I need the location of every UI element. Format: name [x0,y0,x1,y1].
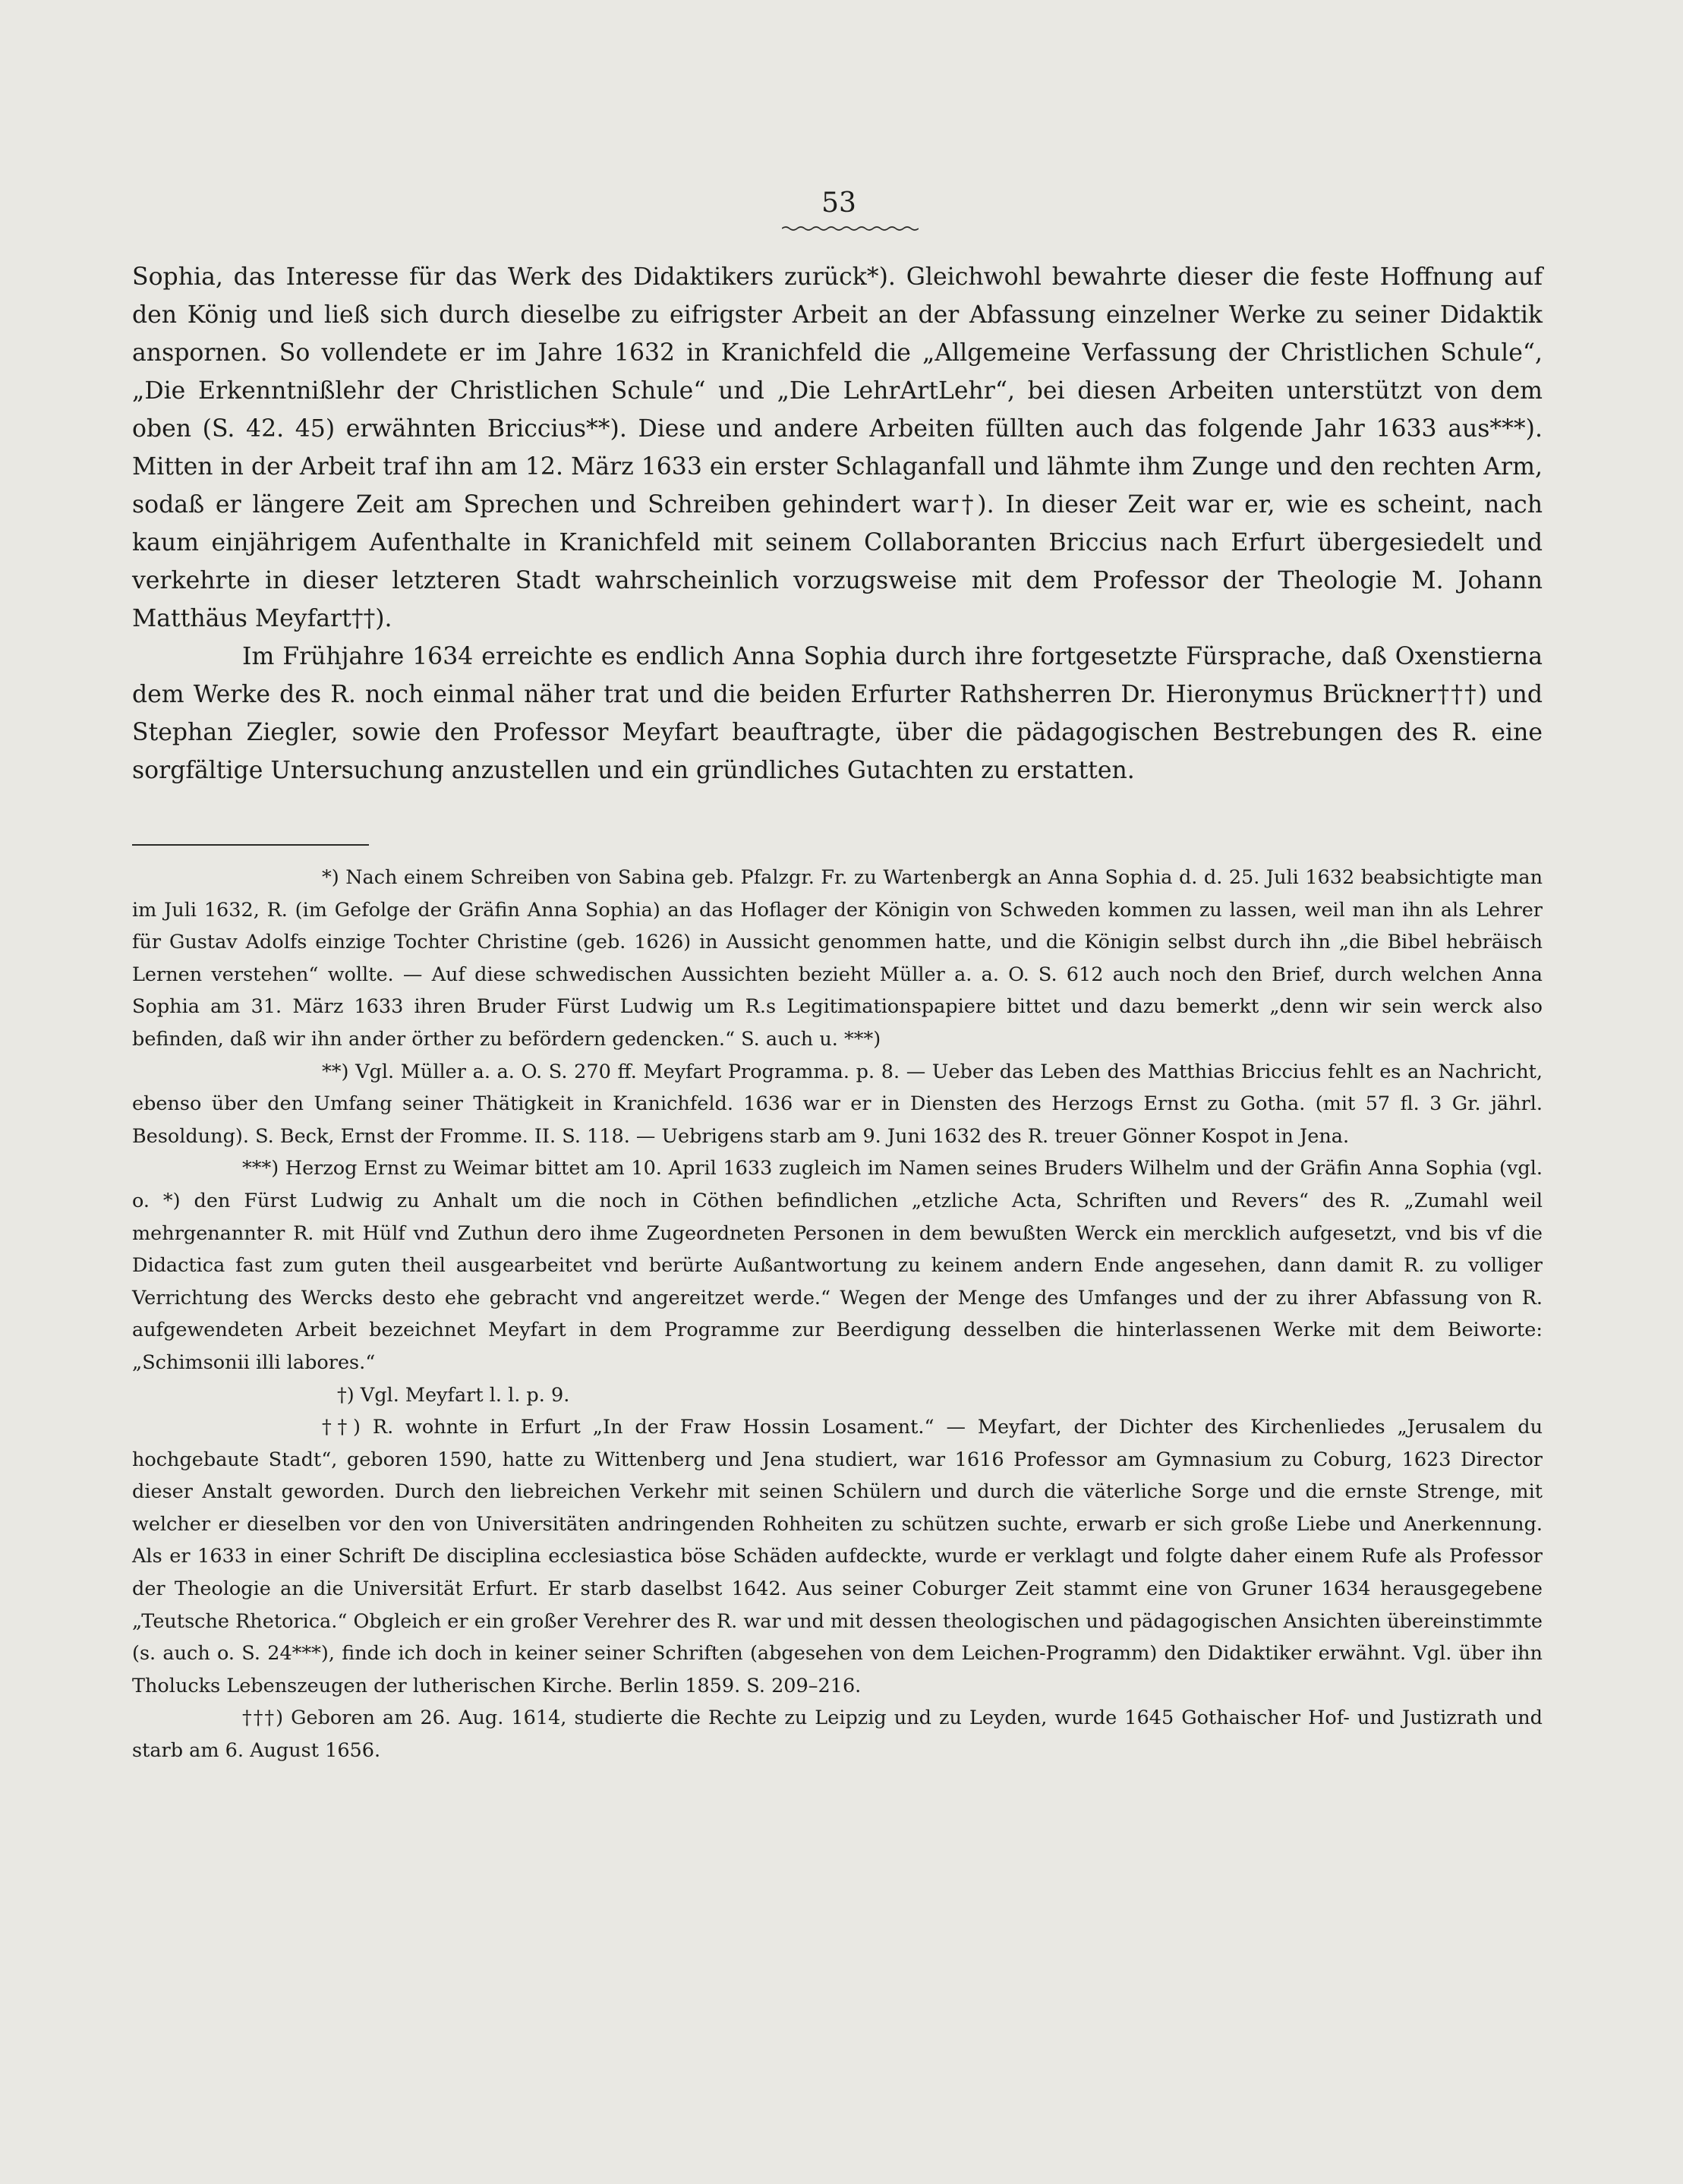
paragraph-continuation: Sophia, das Interesse für das Werk des Didaktikers zurück*). Gleichwohl bewahrte dieser die feste Hoffnung auf den König und ließ sich durch dieselbe zu eifrigster Arbeit an der Abfassung einzelner Werke zu seiner Didaktik anspornen. So vollendete er im Jahre 1632 in Kranichfeld die „Allgemeine Verfassung der Christlichen Schule“, „Die Erkenntnißlehr der Christlichen Schule“ und „Die LehrArtLehr“, bei diesen Arbeiten unterstützt von dem oben (S. 42. 45) erwähnten Briccius**). Diese und andere Arbeiten füllten auch das folgende Jahr 1633 aus***). Mitten in der Arbeit traf ihn am 12. März 1633 ein erster Schlaganfall und lähmte ihm Zunge und den rechten Arm, sodaß er längere Zeit am Sprechen und Schreiben gehindert war†). In dieser Zeit war er, wie es scheint, nach kaum einjährigem Aufenthalte in Kranichfeld mit seinem Collaboranten Briccius nach Erfurt übergesiedelt und verkehrte in dieser letzteren Stadt wahrscheinlich vorzugsweise mit dem Professor der Theologie M. Johann Matthäus Meyfart††). [132,263,1543,632]
footnotes [132,862,1543,1767]
paragraph-spring-1634: Im Frühjahre 1634 erreichte es endlich Anna Sophia durch ihre fortgesetzte Fürsprache, daß Oxenstierna dem Werke des R. noch einmal näher trat und die beiden Erfurter Rathsherren Dr. Hieronymus Brückner†††) und Stephan Ziegler, sowie den Professor Meyfart beauftragte, über die pädagogischen Bestrebungen des R. eine sorgfältige Untersuchung anzustellen und ein gründliches Gutachten zu erstatten. [132,643,1543,784]
footnote-2: **) Vgl. Müller a. a. O. S. 270 ff. Meyfart Programma. p. 8. — Ueber das Leben des Matthias Briccius fehlt es an Nachricht, ebenso über den Umfang seiner Thätigkeit in Kranichfeld. 1636 war er in Diensten des Herzogs Ernst zu Gotha. (mit 57 fl. 3 Gr. jährl. Besoldung). S. Beck, Ernst der Fromme. II. S. 118. — Uebrigens starb am 9. Juni 1632 des R. treuer Gönner Kospot in Jena. [132,1060,1543,1148]
footnote-6: †††) Geboren am 26. Aug. 1614, studierte die Rechte zu Leipzig und zu Leyden, wurde 1645 Gothaischer Hof- und Justizrath und starb am 6. August 1656. [132,1707,1543,1763]
footnote-3: ***) Herzog Ernst zu Weimar bittet am 10. April 1633 zugleich im Namen seines Bruders Wilhelm und der Gräfin Anna Sophia (vgl. o. *) den Fürst Ludwig zu Anhalt um die noch in Cöthen befindlichen „etzliche Acta, Schriften und Revers“ des R. „Zumahl weil mehrgenannter R. mit Hülf vnd Zuthun dero ihme Zugeordneten Personen in dem bewußten Werck ein mercklich aufgesetzt, vnd bis vf die Didactica fast zum guten theil ausgearbeitet vnd berürte Außantwortung zu keinem andern Ende angesehen, dann damit R. zu volliger Verrichtung des Wercks desto ehe gebracht vnd angereitzet werde.“ Wegen der Menge des Umfanges und der zu ihrer Abfassung von R. aufgewendeten Arbeit bezeichnet Meyfart in dem Programme zur Beerdigung desselben die hinterlassenen Werke mit dem Beiworte: „Schimsonii illi labores.“ [132,1157,1543,1374]
footnote-separator [132,844,369,846]
page-number: 53 [821,188,856,219]
footnote-4: †) Vgl. Meyfart l. l. p. 9. [337,1383,570,1407]
page-number-ornament [782,225,919,232]
footnote-1: *) Nach einem Schreiben von Sabina geb. Pfalzgr. Fr. zu Wartenbergk an Anna Sophia d. d. 25. Juli 1632 beabsichtigte man im Juli 1632, R. (im Gefolge der Gräfin Anna Sophia) an das Hoflager der Königin von Schweden kommen zu lassen, weil man ihn als Lehrer für Gustav Adolfs einzige Tochter Christine (geb. 1626) in Aussicht genommen hatte, und die Königin selbst durch ihn „die Bibel hebräisch Lernen verstehen“ wollte. — Auf diese schwedischen Aussichten bezieht Müller a. a. O. S. 612 auch noch den Brief, durch welchen Anna Sophia am 31. März 1633 ihren Bruder Fürst Ludwig um R.s Legitimationspapiere bittet und dazu bemerkt „denn wir sein werck also befinden, daß wir ihn ander örther zu befördern gedencken.“ S. auch u. ***) [132,866,1543,1051]
main-text [132,258,1543,789]
footnote-5: ††) R. wohnte in Erfurt „In der Fraw Hossin Losament.“ — Meyfart, der Dichter des Kirchenliedes „Jerusalem du hochgebaute Stadt“, geboren 1590, hatte zu Wittenberg und Jena studiert, war 1616 Professor am Gymnasium zu Coburg, 1623 Director dieser Anstalt geworden. Durch den liebreichen Verkehr mit seinen Schülern und durch die väterliche Sorge und die ernste Strenge, mit welcher er dieselben vor den von Universitäten andringenden Rohheiten zu schützen suchte, erwarb er sich große Liebe und Anerkennung. Als er 1633 in einer Schrift De disciplina ecclesiastica böse Schäden aufdeckte, wurde er verklagt und folgte daher einem Rufe als Professor der Theologie an die Universität Erfurt. Er starb daselbst 1642. Aus seiner Coburger Zeit stammt eine von Gruner 1634 herausgegebene „Teutsche Rhetorica.“ Obgleich er ein großer Verehrer des R. war und mit dessen theologischen und pädagogischen Ansichten übereinstimmte (s. auch o. S. 24***), finde ich doch in keiner seiner Schriften (abgesehen von dem Leichen-Programm) den Didaktiker erwähnt. Vgl. über ihn Tholucks Lebenszeugen der lutherischen Kirche. Berlin 1859. S. 209–216. [132,1416,1543,1697]
